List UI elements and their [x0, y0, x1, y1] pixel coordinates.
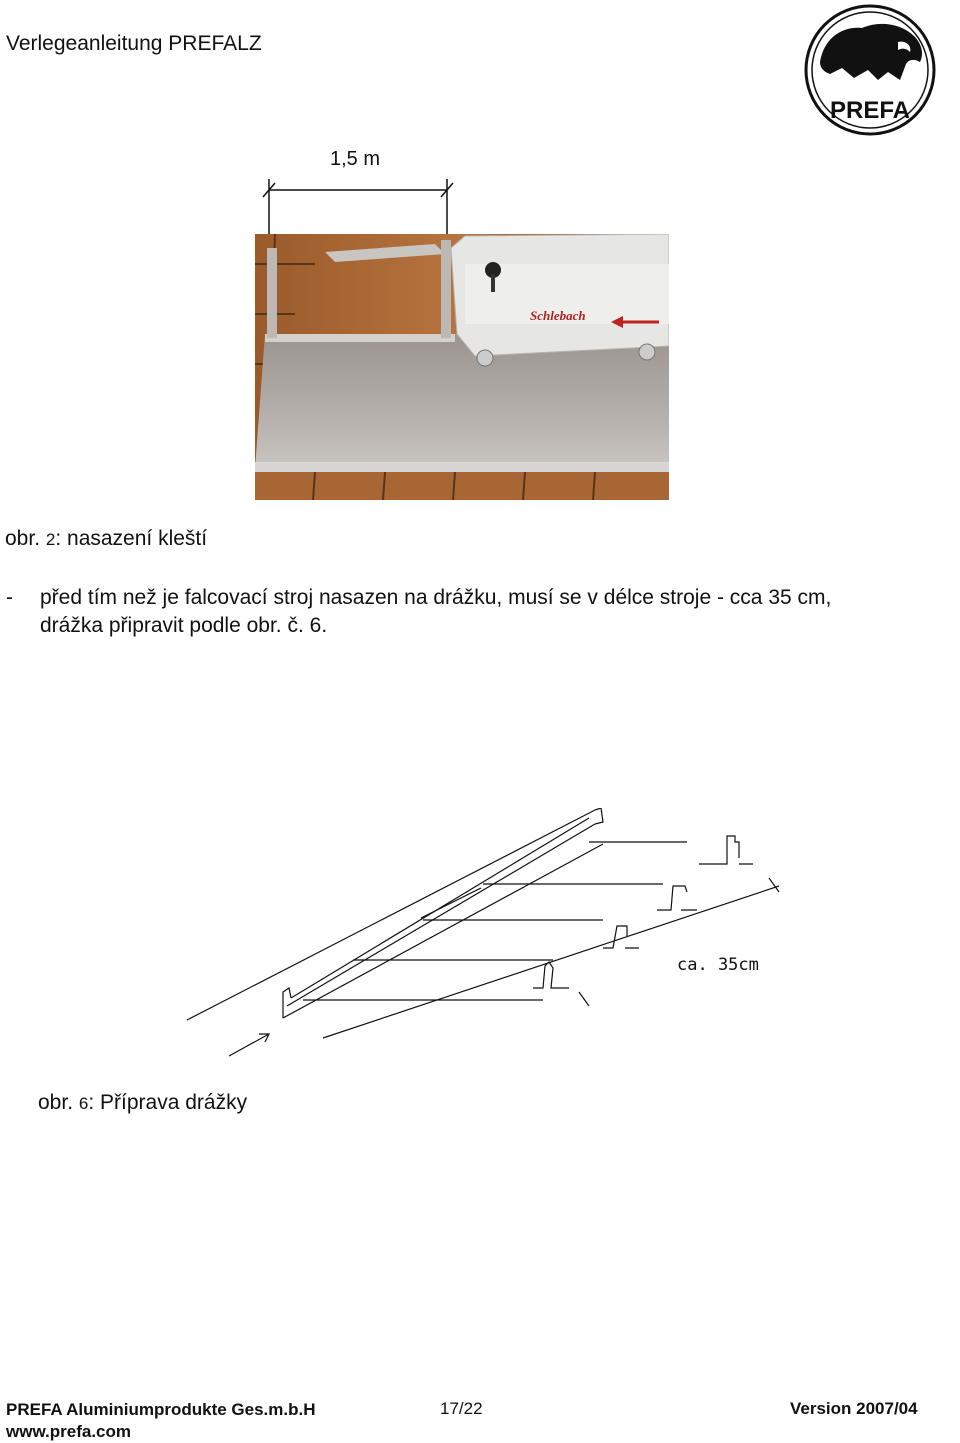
dimension-line [255, 175, 465, 235]
figure-caption-2: obr. 2: nasazení kleští [5, 527, 208, 550]
dimension-label: 1,5 m [330, 148, 381, 170]
paragraph-line-1: před tím než je falcovací stroj nasazen na drážku, musí se v délce stroje - cca 35 cm, [40, 586, 832, 609]
version-label: Version 2007/04 [790, 1399, 918, 1418]
instruction-paragraph [6, 584, 956, 640]
svg-text:Schlebach: Schlebach [530, 308, 586, 323]
page-number: 17/22 [440, 1399, 483, 1418]
footer-company [6, 1399, 316, 1443]
list-dash: - [6, 586, 13, 609]
seam-preparation-drawing [183, 808, 783, 1058]
website-link[interactable]: www.prefa.com [6, 1422, 132, 1441]
paragraph-line-2: drážka připravit podle obr. č. 6. [40, 614, 328, 637]
svg-text:ca. 35cm: ca. 35cm [677, 955, 759, 975]
company-name: PREFA Aluminiumprodukte Ges.m.b.H [6, 1400, 316, 1419]
figure-caption-6: obr. 6: Příprava drážky [38, 1091, 248, 1114]
prefa-logo [802, 2, 938, 138]
document-title: Verlegeanleitung PREFALZ [6, 32, 262, 55]
svg-text:PREFA: PREFA [829, 97, 911, 124]
machine-photo [255, 234, 669, 500]
